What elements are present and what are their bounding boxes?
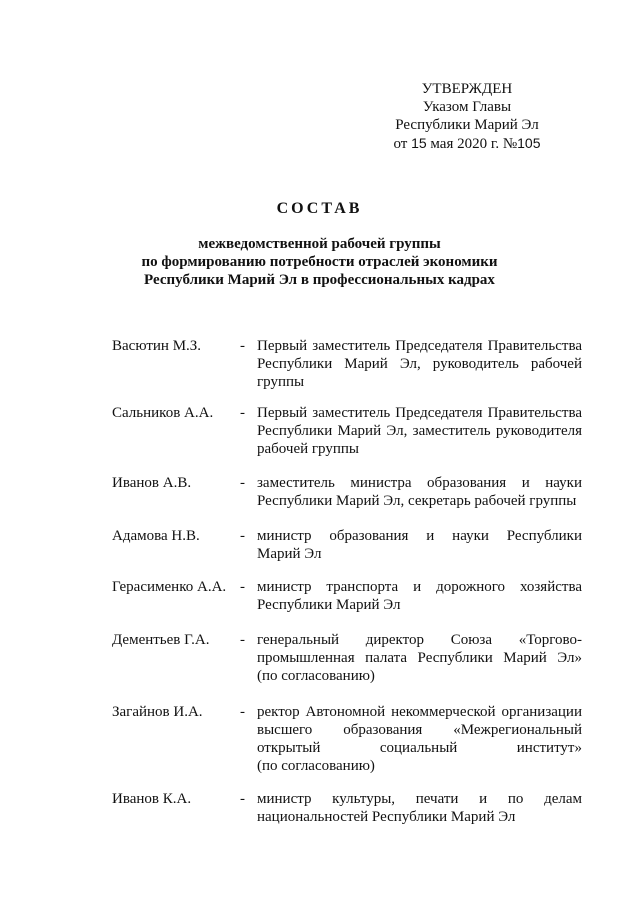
member-dash: - (240, 475, 245, 491)
member-dash: - (240, 338, 245, 354)
document-subtitle (0, 235, 639, 289)
approval-decree: Указом Главы (422, 99, 512, 115)
approval-date (382, 134, 552, 153)
member-role-line: высшего образования «Межрегиональный (257, 722, 582, 738)
member-role-line: промышленная палата Республики Марий Эл» (257, 650, 582, 666)
member-name: Дементьев Г.А. (112, 632, 210, 648)
member-role-line: министр образования и науки Республики (257, 528, 582, 544)
member-role-line: Республики Марий Эл, заместитель руководителя (257, 423, 582, 439)
member-role-line: национальностей Республики Марий Эл (257, 809, 516, 825)
member-role-line: Республики Марий Эл, секретарь рабочей группы (257, 493, 577, 509)
member-dash: - (240, 579, 245, 595)
member-role (257, 790, 582, 826)
member-role-line: ректор Автономной некоммерческой организации (257, 704, 582, 720)
subtitle-line: Республики Марий Эл в профессиональных кадрах (144, 272, 495, 288)
member-dash: - (240, 632, 245, 648)
subtitle-line: межведомственной рабочей группы (198, 236, 441, 252)
member-role (257, 527, 582, 563)
member-role-line: (по согласованию) (257, 758, 375, 774)
member-role-line: Первый заместитель Председателя Правительства (257, 405, 582, 421)
member-role (257, 474, 582, 510)
approval-republic: Республики Марий Эл (395, 117, 539, 133)
member-role-line: (по согласованию) (257, 668, 375, 684)
document-title: СОСТАВ (276, 200, 363, 217)
member-role (257, 703, 582, 775)
member-role-line: Первый заместитель Председателя Правительства (257, 338, 582, 354)
member-role-line: рабочей группы (257, 441, 359, 457)
approval-number: 105 (517, 135, 541, 151)
member-role (257, 337, 582, 391)
member-role-line: генеральный директор Союза «Торгово- (257, 632, 582, 648)
member-role-line: Республики Марий Эл, руководитель рабочей (257, 356, 582, 372)
member-role-line: Марий Эл (257, 546, 322, 562)
member-dash: - (240, 405, 245, 421)
member-name: Адамова Н.В. (112, 528, 200, 544)
approval-heading: УТВЕРЖДЕН (421, 81, 513, 97)
member-name: Сальников А.А. (112, 405, 214, 421)
member-role-line: открытый социальный институт» (257, 740, 582, 756)
member-role-line: заместитель министра образования и науки (257, 475, 582, 491)
member-role (257, 631, 582, 685)
approval-date-prefix: от (393, 136, 408, 152)
member-role-line: Республики Марий Эл (257, 597, 401, 613)
member-role (257, 578, 582, 614)
member-name: Иванов А.В. (112, 475, 192, 491)
member-dash: - (240, 791, 245, 807)
subtitle-line: по формированию потребности отраслей экономики (141, 254, 498, 270)
member-name: Иванов К.А. (112, 791, 192, 807)
member-role-line: министр культуры, печати и по делам (257, 791, 582, 807)
member-name: Васютин М.З. (112, 338, 202, 354)
approval-stamp (382, 80, 552, 153)
member-role (257, 404, 582, 458)
approval-date-rest: мая 2020 г. № (430, 136, 518, 152)
approval-date-day: 15 (411, 135, 427, 151)
member-name: Загайнов И.А. (112, 704, 203, 720)
member-role-line: группы (257, 374, 305, 390)
member-role-line: министр транспорта и дорожного хозяйства (257, 579, 582, 595)
member-name: Герасименко А.А. (112, 579, 227, 595)
member-dash: - (240, 528, 245, 544)
member-dash: - (240, 704, 245, 720)
